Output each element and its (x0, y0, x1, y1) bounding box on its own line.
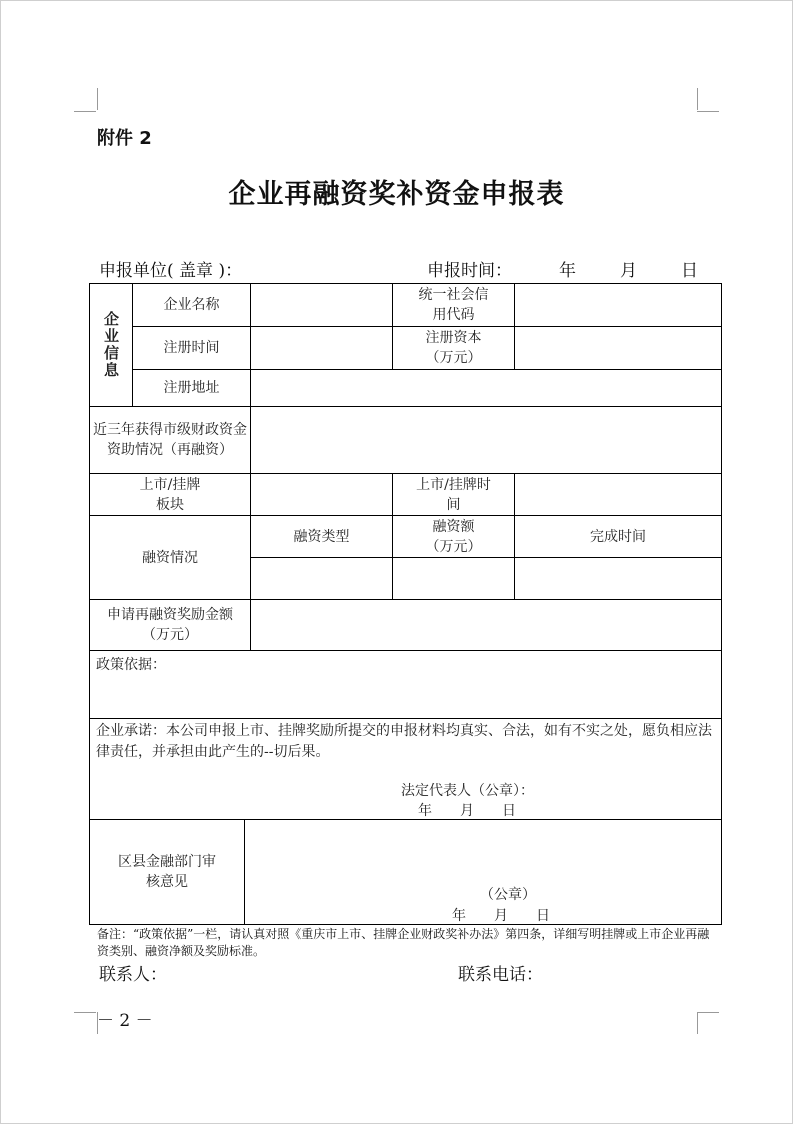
financing-amount-header: 融资额（万元） (425, 518, 482, 555)
completion-time-field[interactable] (515, 558, 721, 599)
reg-capital-label: 注册资本（万元） (425, 330, 482, 366)
date-label: 申报时间： (427, 261, 512, 281)
reg-capital-field[interactable] (515, 327, 721, 369)
official-seal-label: （公章） (480, 887, 536, 903)
company-name-label: 企业名称 (163, 297, 220, 313)
listing-board-field[interactable] (251, 474, 392, 515)
reward-amount-label: 申请再融资奖励金额（万元） (107, 607, 233, 643)
page-title: 企业再融资奖补资金申报表 (228, 179, 565, 210)
review-date: 年 月 日 (452, 908, 550, 924)
footnote: 备注：“政策依据”一栏，请认真对照《重庆市上市、挂牌企业财政奖补办法》第四条，详细写明挂牌或上市企业再融资类别、融资净额及奖励标准。 (97, 927, 710, 958)
district-review-label: 区县金融部门审核意见 (118, 854, 216, 890)
reg-time-field[interactable] (251, 327, 392, 369)
subsidy-history-field[interactable] (251, 407, 721, 473)
date-day: 日 (681, 261, 698, 281)
policy-basis-label: 政策依据： (96, 657, 166, 673)
financing-amount-field[interactable] (393, 558, 514, 599)
financing-type-header: 融资类型 (293, 528, 350, 545)
crop-mark-bottom-left (74, 1012, 98, 1036)
financing-type-field[interactable] (251, 558, 392, 599)
listing-board-label: 上市/挂牌板块 (139, 476, 201, 513)
crop-mark-top-left (74, 88, 98, 112)
crop-mark-top-right (697, 88, 721, 112)
commitment-text: 企业承诺：本公司申报上市、挂牌奖励所提交的申报材料均真实、合法，如有不实之处，愿负相应法律责任，并承担由此产生的--切后果。 (96, 723, 712, 760)
date-month: 月 (620, 261, 637, 281)
legal-rep-date: 年 月 日 (418, 803, 516, 819)
policy-basis-field[interactable] (90, 676, 721, 718)
financing-label: 融资情况 (142, 549, 198, 566)
reg-address-label: 注册地址 (163, 380, 220, 396)
company-info-label: 企业信息 (102, 311, 120, 379)
credit-code-label: 统一社会信用代码 (418, 287, 489, 323)
completion-time-header: 完成时间 (590, 528, 646, 545)
credit-code-field[interactable] (515, 284, 721, 326)
listing-time-field[interactable] (515, 474, 721, 515)
subsidy-history-label: 近三年获得市级财政资金资助情况（再融资） (93, 422, 247, 458)
page-number: － 2 － (97, 1011, 153, 1031)
attachment-label: 附件 2 (97, 128, 152, 149)
legal-rep-label: 法定代表人（公章）： (401, 783, 534, 799)
date-year: 年 (559, 261, 576, 281)
company-name-field[interactable] (251, 284, 392, 326)
contact-phone-label: 联系电话： (458, 965, 543, 985)
contact-label: 联系人： (99, 965, 167, 985)
unit-label: 申报单位( 盖章 )： (99, 261, 243, 281)
reg-address-field[interactable] (251, 370, 721, 406)
listing-time-label: 上市/挂牌时间 (416, 476, 491, 513)
reg-time-label: 注册时间 (163, 340, 220, 356)
crop-mark-bottom-right (697, 1012, 721, 1036)
reward-amount-field[interactable] (251, 600, 721, 650)
